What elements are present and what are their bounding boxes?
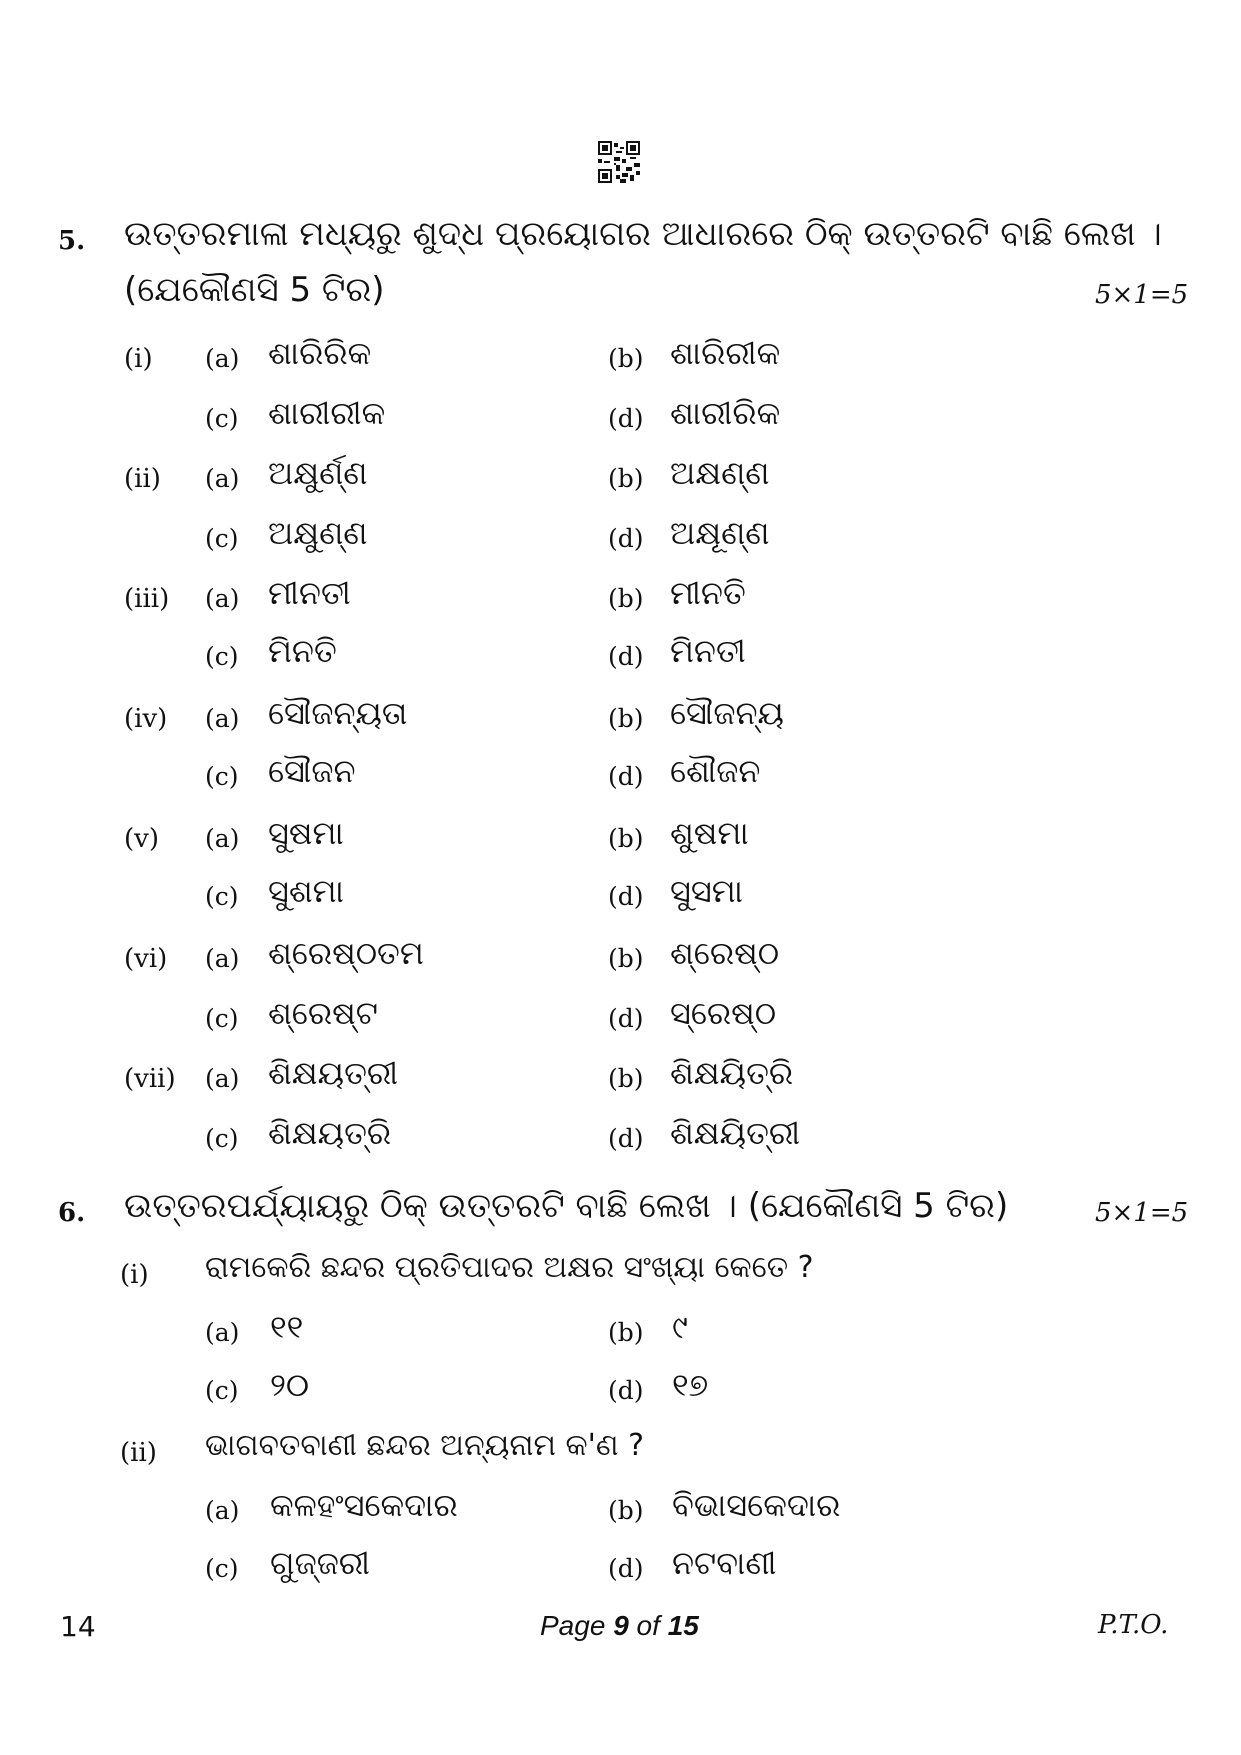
option-label-d: (d) [608,524,644,553]
option-d-text: ଶିକ୍ଷୟିତ୍ରୀ [670,1114,801,1152]
page-number: 9 [613,1610,629,1641]
item-roman-label: (vi) [124,944,168,974]
option-d-text: ନଟବାଣୀ [672,1544,777,1582]
option-label-c: (c) [205,404,239,433]
question-6-text: ଉତ୍ତରପର୍ଯ୍ୟାୟରୁ ଠିକ୍ ଉତ୍ତରଟି ବାଛି ଲେଖ । (ଯେକୌଣସି 5 ଟିର) [124,1186,1009,1226]
option-label-b: (b) [608,1064,644,1093]
option-a-text: ୧୧ [270,1308,304,1346]
option-label-a: (a) [205,464,240,493]
option-c-text: ଶ୍ରେଷ୍ଟ [268,994,378,1032]
item-roman-label: (v) [124,824,159,854]
option-d-text: ଶୌଜନ [670,752,761,790]
option-label-b: (b) [608,704,644,733]
option-c-text: ଅକ୍ଷୁଣ୍ଣ [268,514,368,552]
option-a-text: ମୀନତୀ [268,574,351,612]
option-c-text: ଗୁଜ୍ଜରୀ [270,1544,371,1582]
option-b-text: ୯ [672,1308,688,1346]
option-a-text: ଶ୍ରେଷ୍ଠତମ [268,934,424,972]
option-d-text: ସୁସମା [670,872,743,910]
item-roman-label: (i) [124,344,153,374]
option-b-text: ଶାରିରୀକ [670,334,781,372]
option-b-text: ସୌଜନ୍ୟ [670,694,784,732]
sub-question-text: ରାମକେରି ଛନ୍ଦର ପ୍ରତିପାଦର ଅକ୍ଷର ସଂଖ୍ୟା କେତେ ? [205,1250,814,1285]
option-label-a: (a) [205,1318,240,1347]
option-label-d: (d) [608,404,644,433]
option-label-a: (a) [205,584,240,613]
item-roman-label: (i) [120,1260,149,1290]
option-label-b: (b) [608,944,644,973]
question-6-number: 6. [58,1198,86,1228]
option-label-a: (a) [205,944,240,973]
option-label-d: (d) [608,762,644,791]
option-label-d: (d) [608,1554,644,1583]
option-b-text: ମୀନତି [670,574,746,612]
page-word: Page [540,1610,606,1641]
option-label-a: (a) [205,1064,240,1093]
item-roman-label: (iii) [124,584,170,614]
option-label-b: (b) [608,1496,644,1525]
option-b-text: ଅକ୍ଷଣ୍ଣ [670,454,770,492]
option-label-b: (b) [608,1318,644,1347]
sub-question-text: ଭାଗବତବାଣୀ ଛନ୍ଦର ଅନ୍ୟନାମ କ'ଣ ? [205,1428,645,1463]
option-label-d: (d) [608,1004,644,1033]
question-5-number: 5. [58,226,86,256]
option-label-d: (d) [608,882,644,911]
option-label-c: (c) [205,524,239,553]
option-label-b: (b) [608,344,644,373]
option-label-c: (c) [205,1004,239,1033]
option-a-text: ଶାରିରିକ [268,334,372,372]
option-label-c: (c) [205,762,239,791]
option-d-text: ୧୭ [672,1366,709,1404]
option-label-d: (d) [608,642,644,671]
option-label-c: (c) [205,1376,239,1405]
option-b-text: ଶିକ୍ଷୟିତ୍ରି [670,1054,794,1092]
option-c-text: ସୌଜନ [268,752,356,790]
option-a-text: ସୌଜନ୍ୟତା [268,694,408,732]
item-roman-label: (ii) [120,1438,157,1468]
option-label-d: (d) [608,1376,644,1405]
option-a-text: ସୁଷମା [268,814,344,852]
option-c-text: ୨୦ [270,1366,310,1404]
footer-code: 14 [60,1610,96,1643]
option-label-b: (b) [608,824,644,853]
option-a-text: ଶିକ୍ଷୟତ୍ରୀ [268,1054,399,1092]
option-label-a: (a) [205,824,240,853]
option-d-text: ସ୍ରେଷ୍ଠ [670,994,777,1032]
option-d-text: ଶାରୀରିକ [670,394,781,432]
option-label-a: (a) [205,344,240,373]
option-a-text: ଅକ୍ଷୁର୍ଣ୍ଣ [268,454,368,492]
question-5-instruction: (ଯେକୌଣସି 5 ଟିର) [124,270,385,310]
item-roman-label: (vii) [124,1064,176,1094]
option-b-text: ଶୁଷମା [670,814,749,852]
option-label-c: (c) [205,1554,239,1583]
option-c-text: ଶିକ୍ଷୟତ୍ରି [268,1114,392,1152]
item-roman-label: (ii) [124,464,161,494]
item-roman-label: (iv) [124,704,168,734]
option-label-d: (d) [608,1124,644,1153]
question-5-marks: 5×1=5 [1095,280,1189,310]
page-total: 15 [667,1610,699,1641]
option-label-b: (b) [608,464,644,493]
option-c-text: ମିନତି [268,632,337,670]
of-word: of [636,1610,660,1641]
option-c-text: ସୁଶମା [268,872,344,910]
option-a-text: କଳହଂସକେଦାର [270,1486,458,1524]
question-5-text: ଉତ୍ତରମାଳା ମଧ୍ୟରୁ ଶୁଦ୍ଧ ପ୍ରୟୋଗର ଆଧାରରେ ଠିକ୍ ଉତ୍ତରଟି ବାଛି ଲେଖ । [124,214,1162,254]
question-6-marks: 5×1=5 [1095,1198,1189,1228]
page-indicator [540,1610,699,1642]
qr-code-icon [598,141,640,183]
option-d-text: ଅକ୍ଷୂଣ୍ଣ [670,514,770,552]
option-label-c: (c) [205,1124,239,1153]
option-b-text: ବିଭାସକେଦାର [672,1486,841,1524]
option-label-a: (a) [205,704,240,733]
option-b-text: ଶ୍ରେଷ୍ଠ [670,934,780,972]
pto-label: P.T.O. [1098,1610,1169,1640]
option-label-b: (b) [608,584,644,613]
option-label-c: (c) [205,642,239,671]
option-label-a: (a) [205,1496,240,1525]
option-d-text: ମିନତୀ [670,632,746,670]
option-c-text: ଶାରୀରୀକ [268,394,386,432]
option-label-c: (c) [205,882,239,911]
